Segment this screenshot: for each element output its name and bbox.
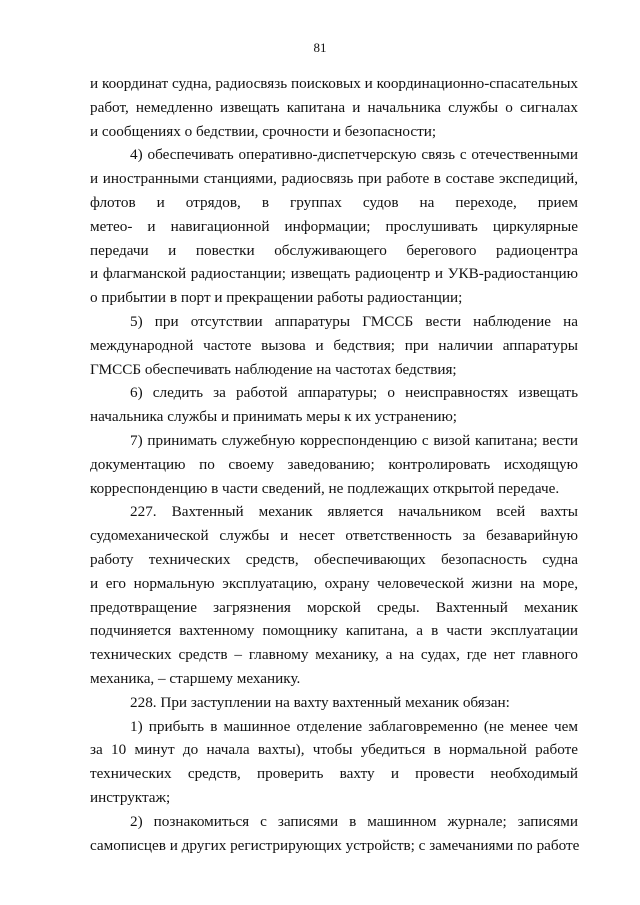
text-line: механика, – старшему механику. [90,669,301,687]
text-line: и координат судна, радиосвязь поисковых и координационно-спасательных [90,75,578,92]
text-line: начальника службы и принимать меры к их устранению; [90,408,458,426]
text-line: инструктаж; [90,788,171,806]
text-line: и флагманской радиостанции; извещать радиоцентр и УКВ-радиостанцию [90,265,578,283]
text-line: корреспонденцию в части сведений, не подлежащих открытой передаче. [90,479,560,497]
text-line: 228. При заступлении на вахту вахтенный механик обязан: [130,693,510,711]
text-line: 7) принимать служебную корреспонденцию с визой капитана; вести [130,431,578,449]
text-line: 2) познакомиться с записями в машинном журнале; записями [130,812,578,830]
text-line: 6) следить за работой аппаратуры; о неисправностях извещать [130,384,578,402]
text-line: международной частоте вызова и бедствия; при наличии аппаратуры [90,336,578,354]
text-line: и иностранными станциями, радиосвязь при работе в составе экспедиций, [90,170,578,188]
text-line: работу технических средств, обеспечивающих безопасность судна [90,550,578,568]
text-line: судомеханической службы и несет ответственность за безаварийную [90,527,578,545]
text-line: технических средств – главному механику, а на судах, где нет главного [90,646,578,664]
text-line: 227. Вахтенный механик является начальником всей вахты [130,503,578,521]
body-text [90,72,578,857]
text-line: передачи и повестки обслуживающего берегового радиоцентра [90,241,578,259]
text-line: самописцев и других регистрирующих устройств; с замечаниями по работе [90,836,580,854]
text-line: и его нормальную эксплуатацию, охрану человеческой жизни на море, [90,574,578,592]
text-line: и сообщениях о бедствии, срочности и безопасности; [90,122,437,140]
text-line: работ, немедленно извещать капитана и начальника службы о сигналах [90,98,578,116]
text-line: ГМССБ обеспечивать наблюдение на частотах бедствия; [90,360,457,378]
text-line: флотов и отрядов, в группах судов на переходе, прием [90,193,578,211]
text-line: метео- и навигационной информации; прослушивать циркулярные [90,217,578,235]
page-number: 81 [313,40,327,55]
text-line: за 10 минут до начала вахты), чтобы убедиться в нормальной работе [90,741,578,759]
text-line: документацию по своему заведованию; контролировать исходящую [90,455,578,473]
text-line: о прибытии в порт и прекращении работы радиостанции; [90,289,463,307]
text-line: предотвращение загрязнения морской среды. Вахтенный механик [90,598,578,616]
text-line: 1) прибыть в машинное отделение заблаговременно (не менее чем [130,717,578,735]
text-line: подчиняется вахтенному помощнику капитана, а в части эксплуатации [90,622,578,640]
text-line: технических средств, проверить вахту и провести необходимый [90,765,578,783]
text-line: 5) при отсутствии аппаратуры ГМССБ вести наблюдение на [130,312,578,330]
text-line: 4) обеспечивать оперативно-диспетчерскую связь с отечественными [130,146,578,164]
